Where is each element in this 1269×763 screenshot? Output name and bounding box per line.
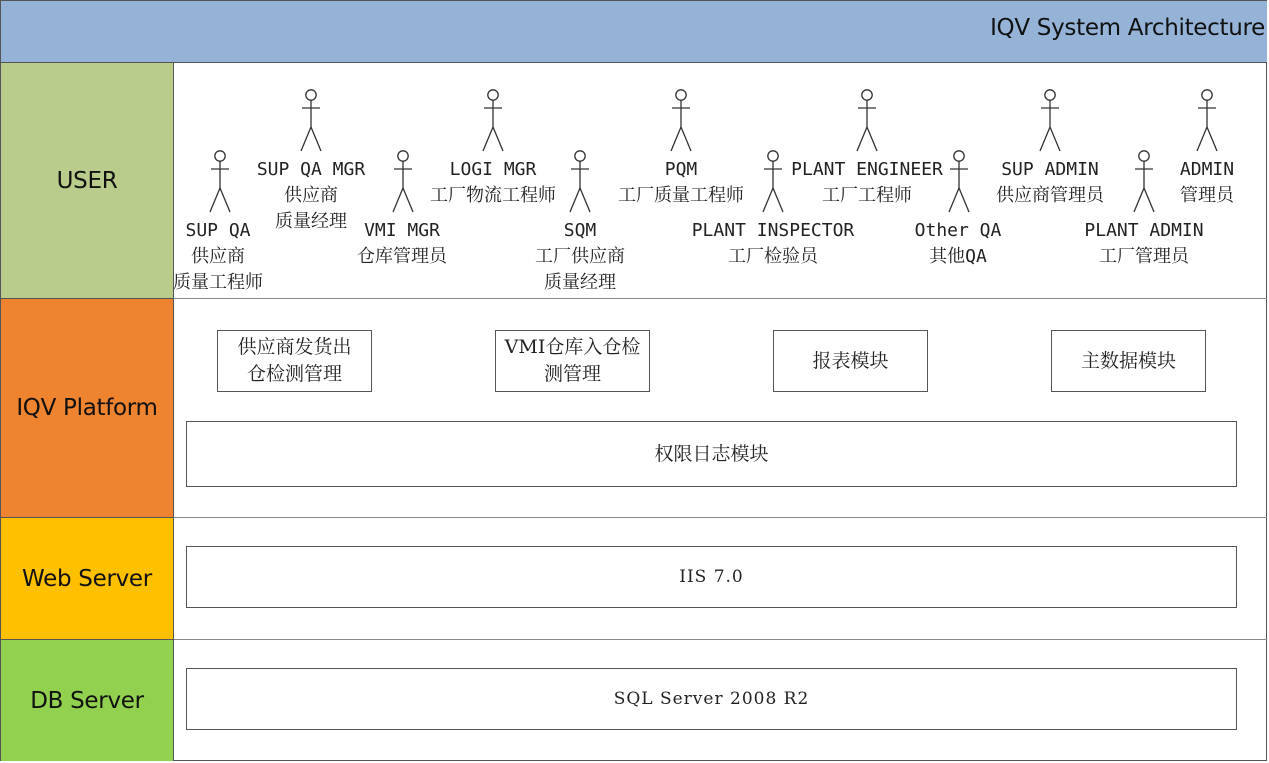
actor-sup-admin-cn-1: 供应商管理员	[996, 185, 1104, 206]
diagram-title: IQV System Architecture	[990, 15, 1265, 41]
actor-plant-engineer-role: PLANT ENGINEER	[791, 159, 943, 180]
module-5-label: 权限日志模块	[654, 442, 769, 465]
actor-sup-qa-label	[173, 218, 263, 296]
actor-sup-qa-icon	[205, 150, 235, 214]
actor-other-qa-label	[915, 218, 1002, 270]
module-reports	[773, 330, 928, 392]
actor-vmi-mgr-role: VMI MGR	[364, 220, 440, 241]
actor-logi-mgr-role: LOGI MGR	[449, 159, 537, 180]
actor-admin-role: ADMIN	[1179, 159, 1235, 180]
row-divider-user	[174, 298, 1267, 299]
actor-other-qa-cn-1: 其他QA	[929, 246, 987, 267]
module-2-line-1: VMI仓库入仓检	[504, 336, 641, 358]
actor-pqm-cn-1: 工厂质量工程师	[618, 185, 744, 206]
actor-admin-icon	[1192, 89, 1222, 153]
layer-db-server-text: DB Server	[30, 687, 144, 714]
actor-pqm-label	[618, 157, 744, 209]
module-permission-log	[186, 421, 1237, 487]
module-2-line-2: 测管理	[543, 363, 601, 385]
actor-sup-admin-label	[996, 157, 1104, 209]
actor-plant-admin-cn-1: 工厂管理员	[1099, 246, 1189, 267]
layer-web-server-text: Web Server	[22, 565, 152, 592]
module-master-data	[1051, 330, 1206, 392]
module-1-line-1: 供应商发货出	[237, 336, 352, 358]
actor-plant-inspector-label	[692, 218, 855, 270]
actor-sqm-role: SQM	[563, 220, 597, 241]
actor-sup-qa-cn-1: 供应商	[191, 246, 245, 267]
actor-plant-admin-role: PLANT ADMIN	[1084, 220, 1204, 241]
actor-plant-inspector-icon	[758, 150, 788, 214]
actor-plant-admin-label	[1084, 218, 1203, 270]
actor-sup-qa-cn-2: 质量工程师	[173, 272, 263, 293]
actor-sup-qa-mgr-label	[257, 157, 365, 235]
actor-sup-qa-mgr-cn-2: 质量经理	[275, 211, 347, 232]
module-3-label: 报表模块	[812, 349, 889, 372]
actor-plant-engineer-label	[791, 157, 943, 209]
actor-sup-qa-mgr-icon	[296, 89, 326, 153]
db-server-label: SQL Server 2008 R2	[613, 688, 810, 709]
module-supplier-shipment-inspection	[217, 330, 372, 392]
web-server-label: IIS 7.0	[679, 566, 744, 587]
actor-admin-cn-1: 管理员	[1180, 185, 1234, 206]
actor-vmi-mgr-cn-1: 仓库管理员	[357, 246, 447, 267]
title-bar	[1, 1, 1267, 63]
layer-label-web-server	[1, 518, 174, 640]
module-1-line-2: 仓检测管理	[246, 363, 342, 385]
layer-user-text: USER	[56, 167, 118, 194]
actor-sqm-cn-1: 工厂供应商	[535, 246, 625, 267]
layer-label-platform	[1, 299, 174, 518]
actor-plant-engineer-icon	[852, 89, 882, 153]
db-server-box	[186, 668, 1237, 730]
actor-admin-label	[1180, 157, 1234, 209]
actor-plant-engineer-cn-1: 工厂工程师	[822, 185, 912, 206]
actor-other-qa-icon	[944, 150, 974, 214]
actor-plant-admin-icon	[1129, 150, 1159, 214]
actor-pqm-role: PQM	[664, 159, 698, 180]
layer-platform-text: IQV Platform	[16, 395, 158, 421]
row-divider-platform	[174, 517, 1267, 518]
actor-logi-mgr-cn-1: 工厂物流工程师	[430, 185, 556, 206]
actor-sup-admin-icon	[1035, 89, 1065, 153]
module-4-label: 主数据模块	[1080, 349, 1176, 372]
actor-sup-qa-mgr-role: SUP QA MGR	[256, 159, 366, 180]
row-divider-web	[174, 639, 1267, 640]
actor-other-qa-role: Other QA	[914, 220, 1002, 241]
actor-sup-qa-role: SUP QA	[185, 220, 251, 241]
layer-label-user	[1, 63, 174, 299]
layer-label-db-server	[1, 640, 174, 761]
actor-plant-inspector-role: PLANT INSPECTOR	[691, 220, 855, 241]
actor-vmi-mgr-icon	[388, 150, 418, 214]
web-server-box	[186, 546, 1237, 608]
actor-sqm-cn-2: 质量经理	[544, 272, 616, 293]
actor-sup-qa-mgr-cn-1: 供应商	[284, 185, 338, 206]
actor-sup-admin-role: SUP ADMIN	[1001, 159, 1099, 180]
actor-vmi-mgr-label	[357, 218, 447, 270]
actor-logi-mgr-label	[430, 157, 556, 209]
module-vmi-inbound-inspection	[495, 330, 650, 392]
actor-pqm-icon	[666, 89, 696, 153]
actor-logi-mgr-icon	[478, 89, 508, 153]
actor-sqm-label	[535, 218, 625, 296]
actor-sqm-icon	[565, 150, 595, 214]
actor-plant-inspector-cn-1: 工厂检验员	[728, 246, 818, 267]
